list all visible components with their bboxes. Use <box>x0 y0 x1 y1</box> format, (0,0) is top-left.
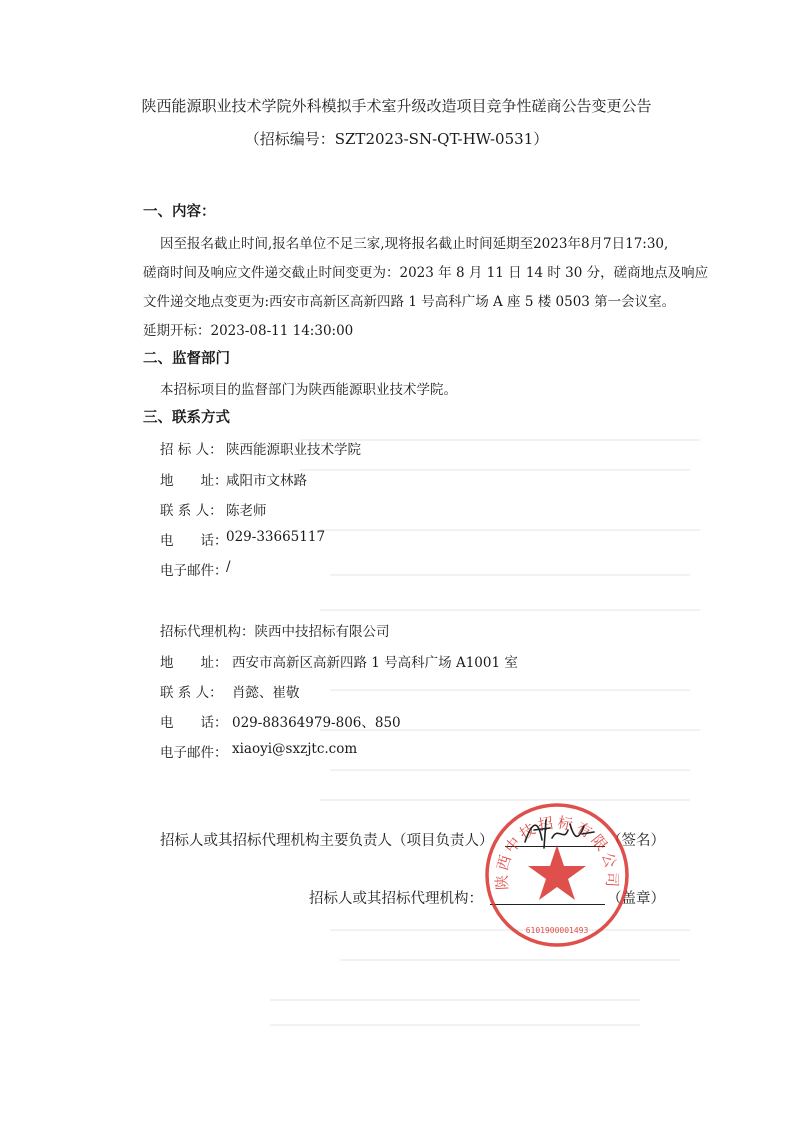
document-title: 陕西能源职业技术学院外科模拟手术室升级改造项目竞争性磋商公告变更公告 <box>141 97 652 115</box>
contact-value: 肖懿、崔敬 <box>232 685 300 701</box>
contact-label: 地 址： <box>160 655 228 671</box>
contact-value: 西安市高新区高新四路 1 号高科广场 A1001 室 <box>232 655 518 671</box>
contact-value: 029-33665117 <box>226 529 326 545</box>
svg-text:陕西中技招标有限公司: 陕西中技招标有限公司 <box>492 813 622 891</box>
contact-value: xiaoyi@sxzjtc.com <box>232 741 358 757</box>
svg-text:6101900001493: 6101900001493 <box>525 926 589 935</box>
tender-number: （招标编号：SZT2023-SN-QT-HW-0531） <box>244 130 549 148</box>
contact-value: 029-88364979-806、850 <box>232 715 401 731</box>
signature-label: 招标人或其招标代理机构主要负责人（项目负责人） <box>160 833 494 849</box>
contact-value: 陈老师 <box>226 503 267 519</box>
stamp-suffix: （盖章） <box>607 891 665 907</box>
section-heading-supervision: 二、监督部门 <box>143 350 230 367</box>
stamp-label: 招标人或其招标代理机构： <box>309 891 483 907</box>
handwritten-signature <box>520 812 600 852</box>
contact-value: 咸阳市文林路 <box>226 473 307 489</box>
delay-bid-opening: 延期开标：2023-08-11 14:30:00 <box>143 323 354 339</box>
signature-suffix: （签名） <box>607 833 665 849</box>
contact-label: 地 址： <box>160 473 228 489</box>
contact-label: 电 话： <box>160 533 228 549</box>
contact-label: 电子邮件： <box>160 745 228 761</box>
contact-label: 电子邮件： <box>160 563 228 579</box>
supervision-text: 本招标项目的监督部门为陕西能源职业技术学院。 <box>160 382 457 398</box>
contact-label: 招 标 人： <box>160 442 223 458</box>
paragraph-line: 因至报名截止时间,报名单位不足三家,现将报名截止时间延期至2023年8月7日17:30, <box>160 236 669 252</box>
paragraph-line: 文件递交地点变更为:西安市高新区高新四路 1 号高科广场 A 座 5 楼 0503 第一会议室。 <box>143 294 676 310</box>
contact-label: 联 系 人： <box>160 503 223 519</box>
contact-value: / <box>226 559 231 575</box>
agency-name: 招标代理机构：陕西中技招标有限公司 <box>160 624 390 640</box>
contact-label: 联 系 人： <box>160 685 223 701</box>
paragraph-line: 磋商时间及响应文件递交截止时间变更为：2023 年 8 月 11 日 14 时 30 分，磋商地点及响应 <box>143 265 709 281</box>
section-heading-contact: 三、联系方式 <box>143 409 230 426</box>
contact-label: 电 话： <box>160 715 228 731</box>
section-heading-content: 一、内容： <box>143 203 216 220</box>
contact-value: 陕西能源职业技术学院 <box>226 442 361 458</box>
